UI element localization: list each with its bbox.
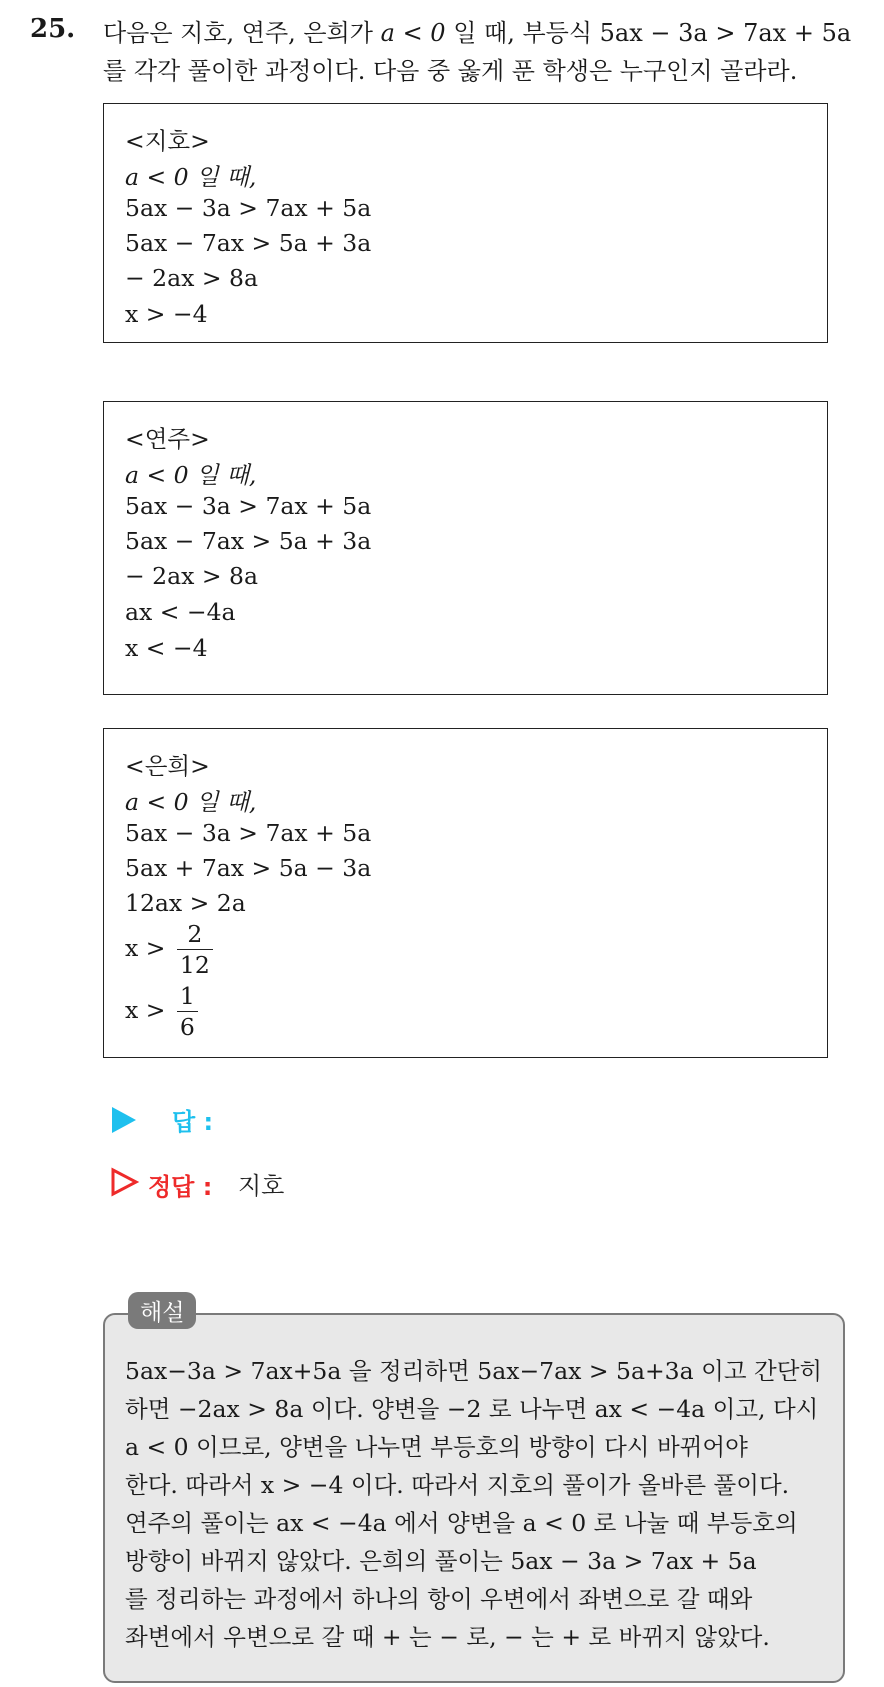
correct-answer-marker-icon	[110, 1167, 140, 1197]
fraction-numerator: 2	[177, 919, 213, 950]
explanation-line: 5ax−3a > 7ax+5a 을 정리하면 5ax−7ax > 5a+3a 이고 간단히	[125, 1357, 823, 1385]
solution-box-eunhee	[103, 728, 828, 1058]
correct-answer-label: 정답 :	[148, 1173, 213, 1201]
solution-step: 5ax + 7ax > 5a − 3a	[125, 854, 372, 882]
solution-step: 5ax − 7ax > 5a + 3a	[125, 527, 372, 555]
solution-box-jiho	[103, 103, 828, 343]
question-inequality: 5ax − 3a > 7ax + 5a	[599, 19, 852, 47]
solution-title: <은희>	[125, 752, 210, 780]
fraction-denominator: 6	[179, 1013, 195, 1041]
question-line-2: 를 각각 풀이한 과정이다. 다음 중 옳게 푼 학생은 누구인지 골라라.	[103, 57, 798, 85]
fraction-numerator: 1	[177, 981, 198, 1012]
solution-step: − 2ax > 8a	[125, 264, 258, 292]
solution-step: 5ax − 3a > 7ax + 5a	[125, 819, 372, 847]
explanation-line: 좌변에서 우변으로 갈 때 + 는 − 로, − 는 + 로 바뀌지 않았다.	[125, 1623, 770, 1651]
solution-step: 5ax − 3a > 7ax + 5a	[125, 492, 372, 520]
solution-step: 5ax − 7ax > 5a + 3a	[125, 229, 372, 257]
solution-step: ax < −4a	[125, 598, 236, 626]
answer-marker-icon	[112, 1107, 136, 1133]
question-line-1	[103, 14, 863, 52]
fraction-prefix: x >	[125, 996, 166, 1024]
fraction	[177, 919, 213, 980]
solution-title: <연주>	[125, 425, 210, 453]
solution-step: x > −4	[125, 300, 208, 328]
solution-step-fraction	[125, 919, 213, 980]
solution-step: x < −4	[125, 634, 208, 662]
explanation-line: 한다. 따라서 x > −4 이다. 따라서 지호의 풀이가 올바른 풀이다.	[125, 1471, 790, 1499]
question-text	[103, 14, 863, 90]
solution-step-fraction	[125, 981, 198, 1042]
explanation-line: 방향이 바뀌지 않았다. 은희의 풀이는 5ax − 3a > 7ax + 5a	[125, 1547, 757, 1575]
solution-box-yeonju	[103, 401, 828, 695]
correct-answer-value: 지호	[238, 1172, 285, 1200]
solution-step: − 2ax > 8a	[125, 562, 258, 590]
solution-step: a < 0 일 때,	[125, 163, 257, 191]
explanation-line: 연주의 풀이는 ax < −4a 에서 양변을 a < 0 로 나눌 때 부등호의	[125, 1509, 798, 1537]
explanation-line: a < 0 이므로, 양변을 나누면 부등호의 방향이 다시 바뀌어야	[125, 1433, 748, 1461]
question-text-part: 다음은 지호, 연주, 은희가	[103, 19, 381, 47]
explanation-line: 를 정리하는 과정에서 하나의 항이 우변에서 좌변으로 갈 때와	[125, 1585, 753, 1613]
explanation-line: 하면 −2ax > 8a 이다. 양변을 −2 로 나누면 ax < −4a 이고, 다시	[125, 1395, 819, 1423]
fraction-denominator: 12	[179, 951, 210, 979]
solution-step: a < 0 일 때,	[125, 461, 257, 489]
explanation-tag: 해설	[128, 1292, 196, 1329]
solution-step: 12ax > 2a	[125, 889, 246, 917]
fraction	[177, 981, 198, 1042]
question-condition: a < 0	[380, 19, 446, 47]
answer-label: 답 :	[172, 1108, 214, 1136]
solution-step: a < 0 일 때,	[125, 788, 257, 816]
solution-step: 5ax − 3a > 7ax + 5a	[125, 194, 372, 222]
question-number: 25.	[30, 14, 76, 44]
solution-title: <지호>	[125, 127, 210, 155]
fraction-prefix: x >	[125, 934, 166, 962]
question-text-part: 일 때, 부등식	[445, 19, 600, 47]
